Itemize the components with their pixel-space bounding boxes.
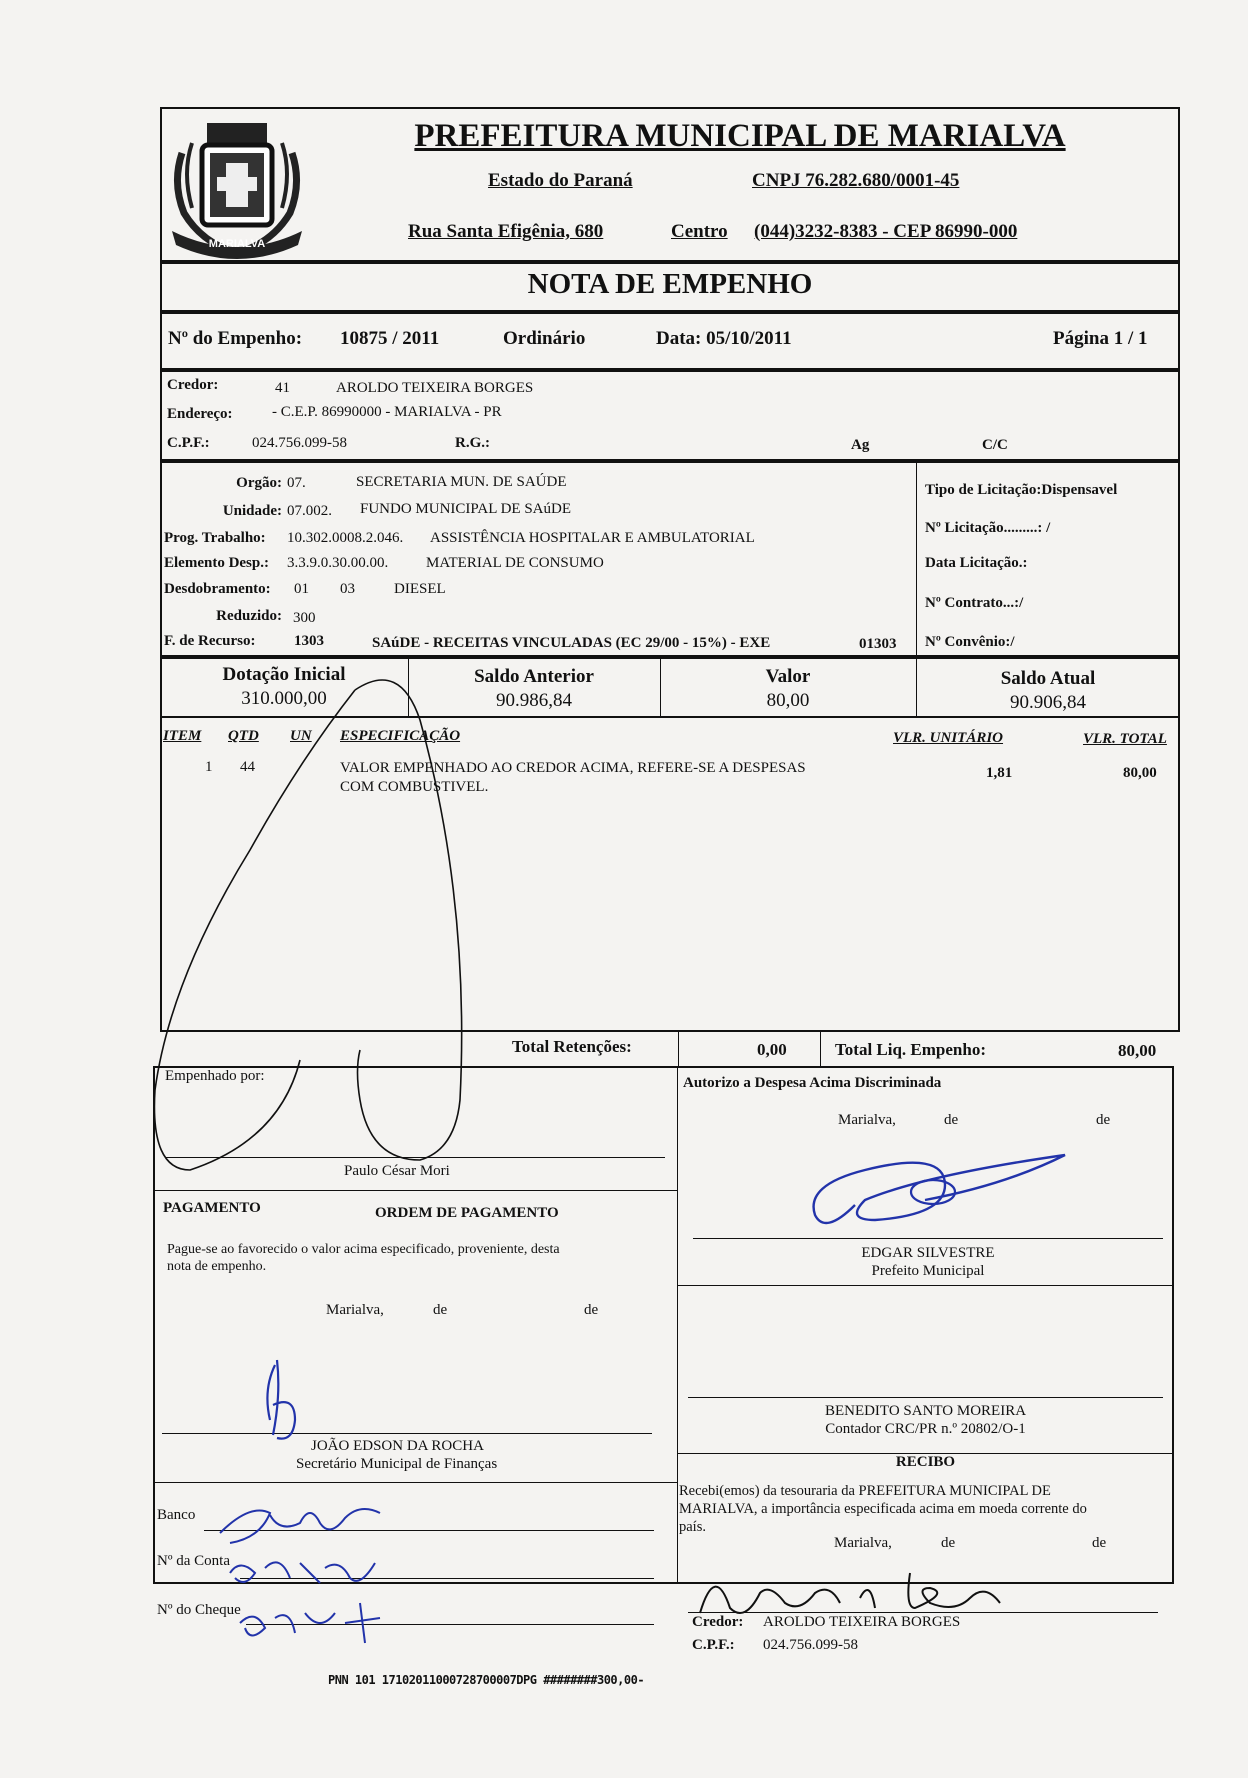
empenho-type: Ordinário: [503, 328, 586, 349]
pagamento-de1: de: [433, 1302, 448, 1318]
secretario-name: JOÃO EDSON DA ROCHA: [311, 1438, 484, 1454]
recibo-credor-label: Credor:: [692, 1614, 744, 1630]
dotacao-divider: [916, 462, 917, 656]
rg-label: R.G.:: [455, 435, 490, 451]
item-desc-line1: VALOR EMPENHADO AO CREDOR ACIMA, REFERE-SE A DESPESAS: [340, 760, 806, 776]
ordem-pagamento-label: ORDEM DE PAGAMENTO: [375, 1205, 559, 1221]
items-left-border: [160, 718, 162, 1030]
prog-trabalho-label: Prog. Trabalho:: [164, 530, 266, 546]
recibo-de1: de: [941, 1535, 956, 1551]
pagamento-city: Marialva,: [326, 1302, 384, 1318]
dotacao-inicial-label: Dotação Inicial: [222, 664, 346, 685]
contador-top-line: [677, 1285, 1174, 1286]
saldo-atual-value: 90.906,84: [1010, 692, 1086, 713]
secretario-signature-line: [162, 1433, 652, 1434]
total-retencoes-label: Total Retenções:: [512, 1037, 632, 1056]
footer-code: PNN 101 17102011000728700007DPG ########300,00-: [328, 1673, 645, 1687]
orgao-label: Orgão:: [236, 475, 282, 491]
fonte-recurso-name: SAúDE - RECEITAS VINCULADAS (EC 29/00 - 15%) - EXE: [372, 635, 771, 651]
cheque-label: Nº do Cheque: [157, 1602, 241, 1618]
col-especificacao-header: ESPECIFICAÇÃO: [340, 728, 461, 744]
numero-convenio: Nº Convênio:/: [925, 634, 1015, 650]
recibo-text-line1: Recebi(emos) da tesouraria da PREFEITURA MUNICIPAL DE: [679, 1483, 1051, 1499]
fonte-recurso-code: 1303: [294, 633, 324, 649]
saldo-anterior-label: Saldo Anterior: [474, 666, 594, 687]
saldo-anterior-value: 90.986,84: [496, 690, 572, 711]
banco-top-line: [153, 1482, 677, 1483]
recibo-title: RECIBO: [895, 1454, 956, 1470]
item-number: 1: [205, 759, 213, 775]
valor-value: 80,00: [766, 690, 810, 711]
credor-name: AROLDO TEIXEIRA BORGES: [336, 380, 534, 396]
pagamento-text-line1: Pague-se ao favorecido o valor acima especificado, proveniente, desta: [167, 1242, 560, 1257]
recibo-de2: de: [1092, 1535, 1107, 1551]
autorizo-city: Marialva,: [838, 1112, 896, 1128]
conta-line: [240, 1578, 654, 1579]
numero-licitacao: Nº Licitação.........: /: [925, 520, 1051, 536]
conta-corrente-label: C/C: [982, 437, 1008, 453]
unidade-code: 07.002.: [287, 503, 332, 519]
valor-label: Valor: [765, 666, 811, 687]
pagamento-de2: de: [584, 1302, 599, 1318]
reduzido-value: 300: [293, 610, 316, 626]
conta-label: Nº da Conta: [157, 1553, 230, 1569]
secretario-role: Secretário Municipal de Finanças: [296, 1456, 498, 1472]
fonte-recurso-number: 01303: [859, 636, 897, 652]
reduzido-label: Reduzido:: [216, 608, 282, 624]
contador-signature-line: [688, 1397, 1163, 1398]
col-qtd-header: QTD: [228, 728, 259, 744]
recibo-signature-line: [688, 1612, 1158, 1613]
banco-line: [204, 1530, 654, 1531]
totals-top-line: [160, 1030, 1180, 1032]
desdobramento-name: DIESEL: [394, 581, 446, 597]
header-state: Estado do Paraná: [488, 170, 633, 191]
logo-banner-text: MARIALVA: [208, 238, 266, 250]
contador-role: Contador CRC/PR n.º 20802/O-1: [825, 1421, 1026, 1437]
desdobramento-a: 01: [294, 581, 309, 597]
autorizo-label: Autorizo a Despesa Acima Discriminada: [683, 1075, 942, 1091]
cheque-line: [246, 1624, 654, 1625]
total-retencoes-value: 0,00: [757, 1040, 787, 1059]
empenho-number-value: 10875 / 2011: [340, 328, 440, 349]
saldo-atual-label: Saldo Atual: [1000, 668, 1096, 689]
endereco-label: Endereço:: [167, 406, 233, 422]
pagamento-text-line2: nota de empenho.: [167, 1259, 267, 1274]
autorizo-de1: de: [944, 1112, 959, 1128]
banco-label: Banco: [157, 1507, 196, 1523]
pagamento-top-line: [153, 1190, 677, 1191]
prog-trabalho-name: ASSISTÊNCIA HOSPITALAR E AMBULATORIAL: [430, 530, 755, 546]
municipal-coat-of-arms-logo: [162, 113, 312, 261]
header-cnpj: CNPJ 76.282.680/0001-45: [752, 170, 960, 191]
data-licitacao: Data Licitação.:: [925, 555, 1028, 571]
orgao-name: SECRETARIA MUN. DE SAÚDE: [356, 474, 567, 490]
desdobramento-b: 03: [340, 581, 355, 597]
contador-name: BENEDITO SANTO MOREIRA: [824, 1403, 1027, 1419]
col-vlr-total-header: VLR. TOTAL: [1083, 731, 1167, 747]
elemento-despesa-name: MATERIAL DE CONSUMO: [426, 555, 604, 571]
header-title: PREFEITURA MUNICIPAL DE MARIALVA: [414, 118, 1066, 154]
col-un-header: UN: [290, 728, 312, 744]
recibo-credor-name: AROLDO TEIXEIRA BORGES: [763, 1614, 961, 1630]
col-vlr-unitario-header: VLR. UNITÁRIO: [893, 730, 1004, 746]
prefeito-name: EDGAR SILVESTRE: [861, 1245, 995, 1261]
total-liquido-value: 80,00: [1118, 1041, 1157, 1060]
fonte-recurso-label: F. de Recurso:: [164, 633, 256, 649]
cpf-label: C.P.F.:: [167, 435, 210, 451]
credor-label: Credor:: [167, 377, 219, 393]
recibo-text-line2: MARIALVA, a importância especificada acima em moeda corrente do: [679, 1501, 1087, 1517]
header-district: Centro: [671, 221, 728, 242]
empenho-page: Página 1 / 1: [1053, 328, 1148, 349]
signatures-middle-divider: [677, 1066, 678, 1584]
header-phone-cep: (044)3232-8383 - CEP 86990-000: [754, 221, 1018, 242]
unidade-label: Unidade:: [222, 503, 282, 519]
empenhado-signature-line: [165, 1157, 665, 1158]
desdobramento-label: Desdobramento:: [164, 581, 271, 597]
prefeito-signature-line: [693, 1238, 1163, 1239]
item-vlr-unitario: 1,81: [986, 765, 1013, 781]
item-desc-line2: COM COMBUSTIVEL.: [340, 779, 489, 795]
autorizo-de2: de: [1096, 1112, 1111, 1128]
prog-trabalho-code: 10.302.0008.2.046.: [287, 530, 404, 546]
items-right-border: [1178, 718, 1180, 1030]
orgao-code: 07.: [287, 475, 306, 491]
recibo-text-line3: país.: [679, 1519, 706, 1535]
empenho-date: Data: 05/10/2011: [656, 328, 792, 349]
col-item-header: ITEM: [163, 728, 202, 744]
tipo-licitacao: Tipo de Licitação:Dispensavel: [925, 482, 1118, 498]
dotacao-inicial-value: 310.000,00: [241, 688, 327, 709]
total-liquido-label: Total Liq. Empenho:: [835, 1040, 986, 1059]
elemento-despesa-code: 3.3.9.0.30.00.00.: [287, 555, 389, 571]
unidade-name: FUNDO MUNICIPAL DE SAúDE: [360, 501, 571, 517]
doc-title: NOTA DE EMPENHO: [527, 268, 813, 300]
agencia-label: Ag: [851, 437, 870, 453]
elemento-despesa-label: Elemento Desp.:: [164, 555, 269, 571]
numero-contrato: Nº Contrato...:/: [925, 595, 1024, 611]
item-qtd: 44: [240, 759, 255, 775]
recibo-city: Marialva,: [834, 1535, 892, 1551]
empenhado-por-label: Empenhado por:: [165, 1068, 265, 1084]
endereco-value: - C.E.P. 86990000 - MARIALVA - PR: [272, 404, 502, 420]
recibo-cpf-value: 024.756.099-58: [763, 1637, 858, 1653]
pagamento-label: PAGAMENTO: [163, 1200, 261, 1216]
prefeito-role: Prefeito Municipal: [871, 1263, 985, 1279]
item-vlr-total: 80,00: [1123, 765, 1157, 781]
cpf-value: 024.756.099-58: [252, 435, 347, 451]
totals-divider-2: [820, 1030, 821, 1066]
empenhado-por-name: Paulo César Mori: [344, 1163, 450, 1179]
recibo-cpf-label: C.P.F.:: [692, 1637, 735, 1653]
credor-code: 41: [275, 380, 290, 396]
empenho-number-label: Nº do Empenho:: [168, 328, 303, 349]
totals-divider-1: [678, 1030, 679, 1066]
header-address: Rua Santa Efigênia, 680: [408, 221, 604, 242]
